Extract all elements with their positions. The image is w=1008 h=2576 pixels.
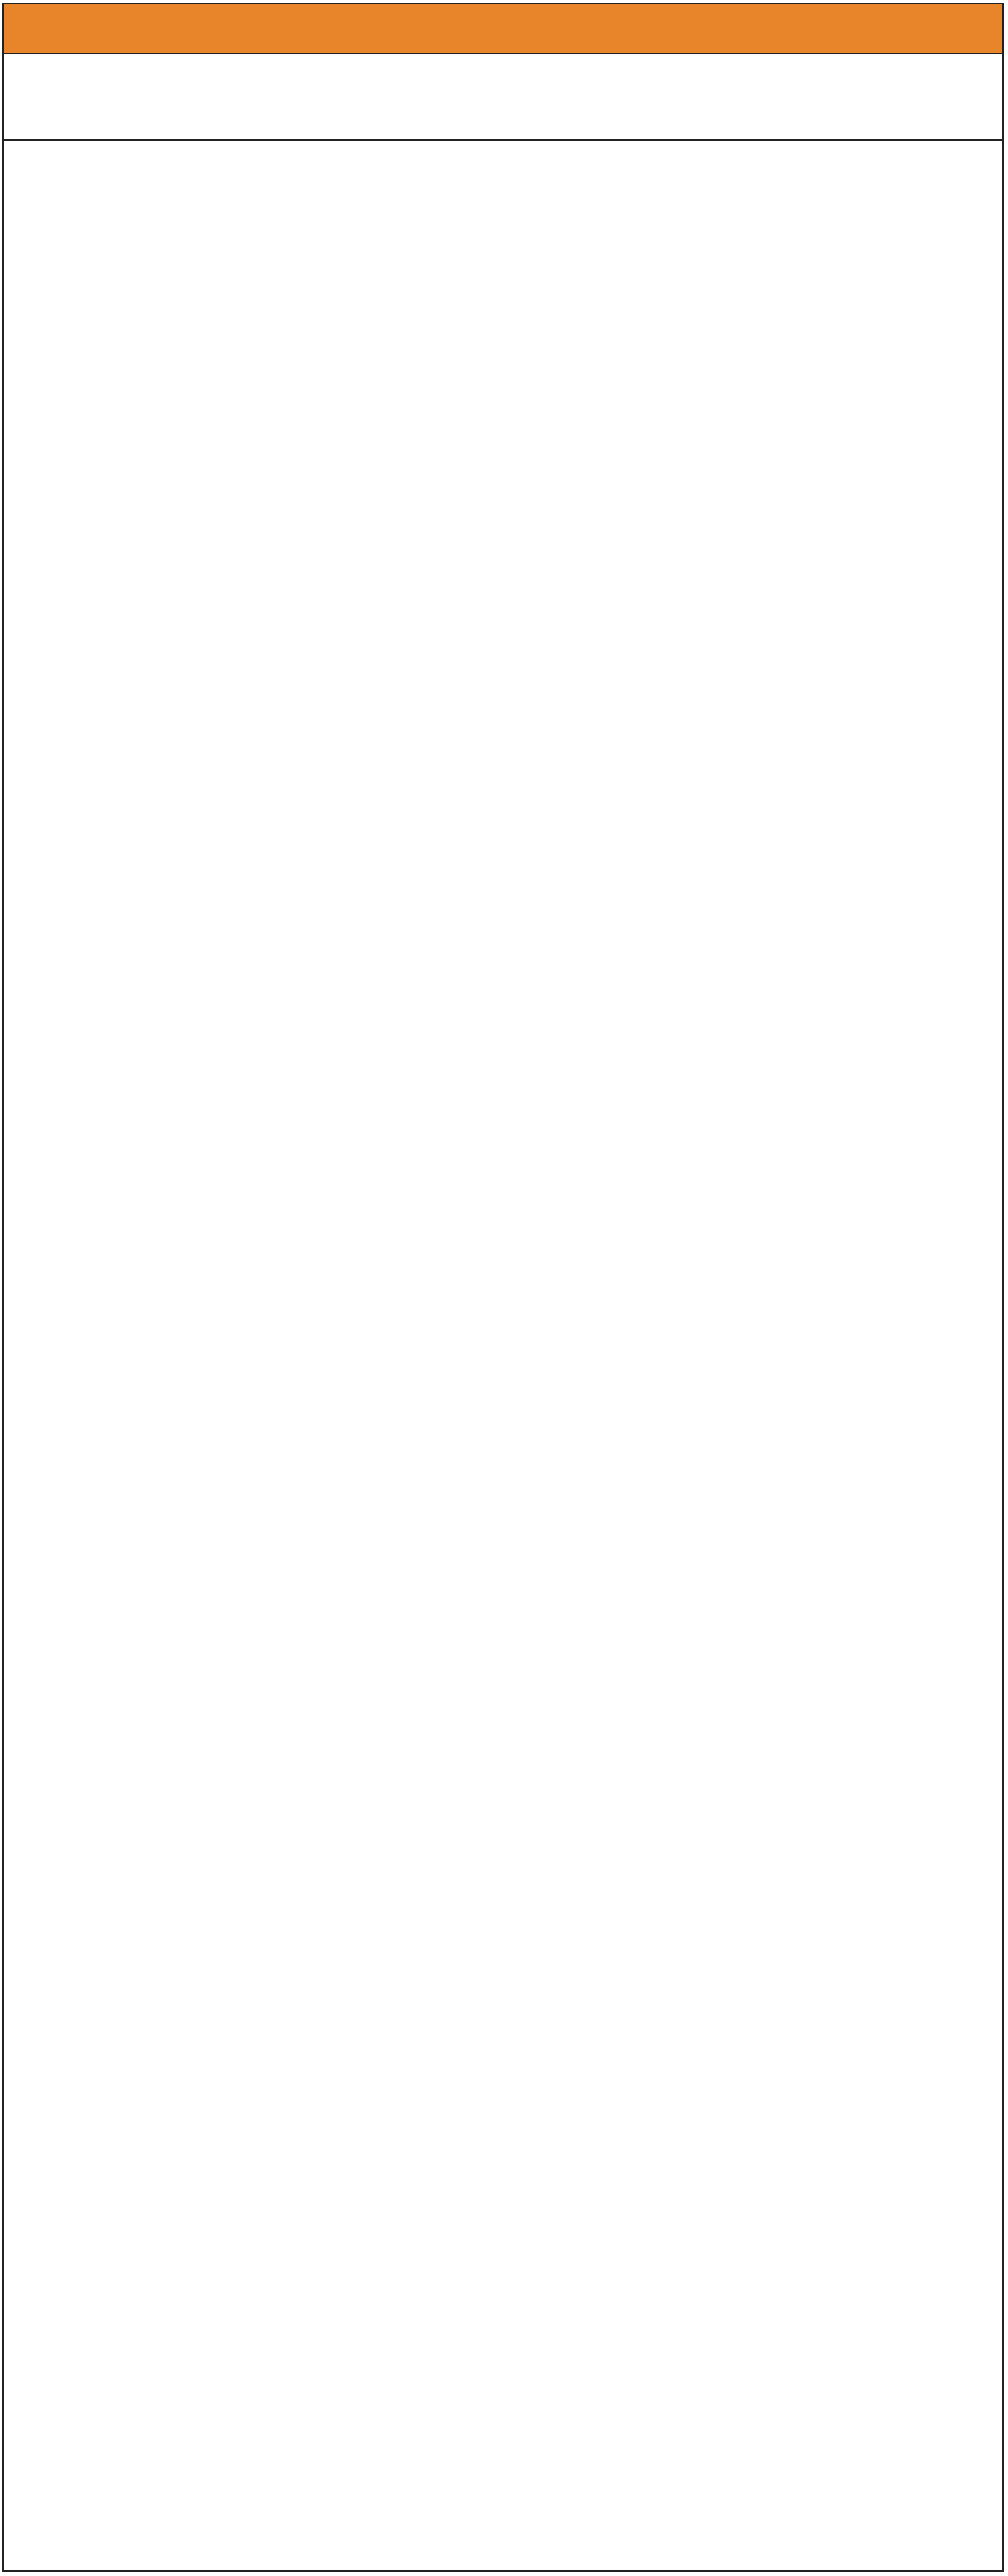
preface	[4, 54, 1002, 141]
page	[2, 3, 1004, 2572]
title-banner	[4, 4, 1002, 54]
